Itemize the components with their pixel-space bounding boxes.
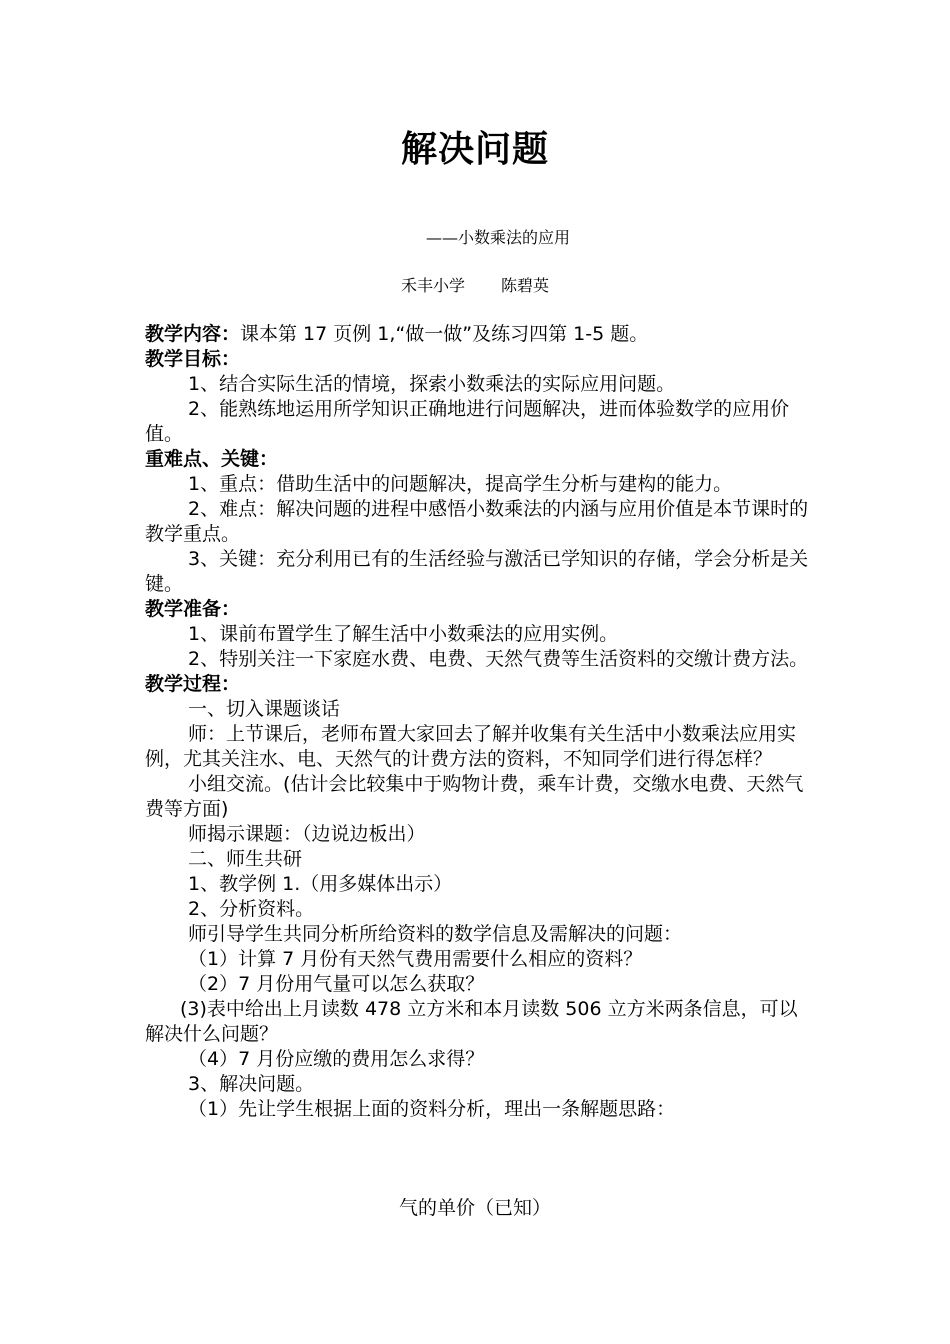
- process-line: (3)表中给出上月读数 478 立方米和本月读数 506 立方米两条信息，可以解决什么问题？: [145, 998, 798, 1045]
- goal-item: 2、能熟练地运用所学知识正确地进行问题解决，进而体验数学的应用价值。: [145, 398, 790, 445]
- process-line: （1）计算 7 月份有天然气费用需要什么相应的资料？: [188, 948, 643, 970]
- process-line: （2）7 月份用气量可以怎么获取？: [188, 973, 485, 995]
- process-line: 小组交流。(估计会比较集中于购物计费，乘车计费，交缴水电费、天然气费等方面): [145, 773, 804, 820]
- process-line: 师引导学生共同分析所给资料的数学信息及需解决的问题：: [188, 923, 683, 945]
- process-line: 师：上节课后，老师布置大家回去了解并收集有关生活中小数乘法应用实例，尤其关注水、电、天然气的计费方法的资料，不知同学们进行得怎样？: [145, 723, 797, 770]
- preparation-label: 教学准备：: [145, 598, 241, 620]
- key-points-label: 重难点、关键：: [145, 448, 279, 470]
- process-line: 2、分析资料。: [188, 898, 315, 920]
- school-name: 禾丰小学: [400, 276, 465, 295]
- process-line: （1）先让学生根据上面的资料分析，理出一条解题思路：: [188, 1098, 676, 1120]
- content-text: 课本第 17 页例 1,“做一做”及练习四第 1-5 题。: [240, 323, 649, 345]
- goals-label: 教学目标：: [145, 348, 241, 370]
- process-line: 1、教学例 1.（用多媒体出示）: [188, 873, 453, 895]
- goal-item: 1、结合实际生活的情境，探索小数乘法的实际应用问题。: [188, 373, 676, 395]
- process-line: 师揭示课题：（边说边板出）: [188, 823, 426, 845]
- content-section: [145, 322, 813, 347]
- document-subtitle: [0, 226, 950, 250]
- key-point-item: 1、重点：借助生活中的问题解决，提高学生分析与建构的能力。: [188, 473, 733, 495]
- subtitle-text: ——小数乘法的应用: [425, 228, 570, 247]
- author-name: 陈碧英: [501, 276, 550, 295]
- preparation-item: 1、课前布置学生了解生活中小数乘法的应用实例。: [188, 623, 619, 645]
- process-line: （4）7 月份应缴的费用怎么求得？: [188, 1048, 485, 1070]
- process-line: 3、解决问题。: [188, 1073, 315, 1095]
- preparation-item: 2、特别关注一下家庭水费、电费、天然气费等生活资料的交缴计费方法。: [188, 648, 809, 670]
- process-label: 教学过程：: [145, 673, 241, 695]
- lesson-body: [145, 322, 813, 1122]
- content-label: 教学内容：: [145, 323, 241, 345]
- key-point-item: 3、关键：充分利用已有的生活经验与激活已学知识的存储，学会分析是关键。: [145, 548, 809, 595]
- diagram-line: 气的单价（已知）: [398, 1197, 551, 1219]
- document-title: 解决问题: [400, 129, 549, 170]
- process-line: 二、师生共研: [188, 848, 303, 870]
- key-point-item: 2、难点：解决问题的进程中感悟小数乘法的内涵与应用价值是本节课时的教学重点。: [145, 498, 809, 545]
- author-line: [0, 274, 950, 298]
- process-line: 一、切入课题谈话: [188, 698, 341, 720]
